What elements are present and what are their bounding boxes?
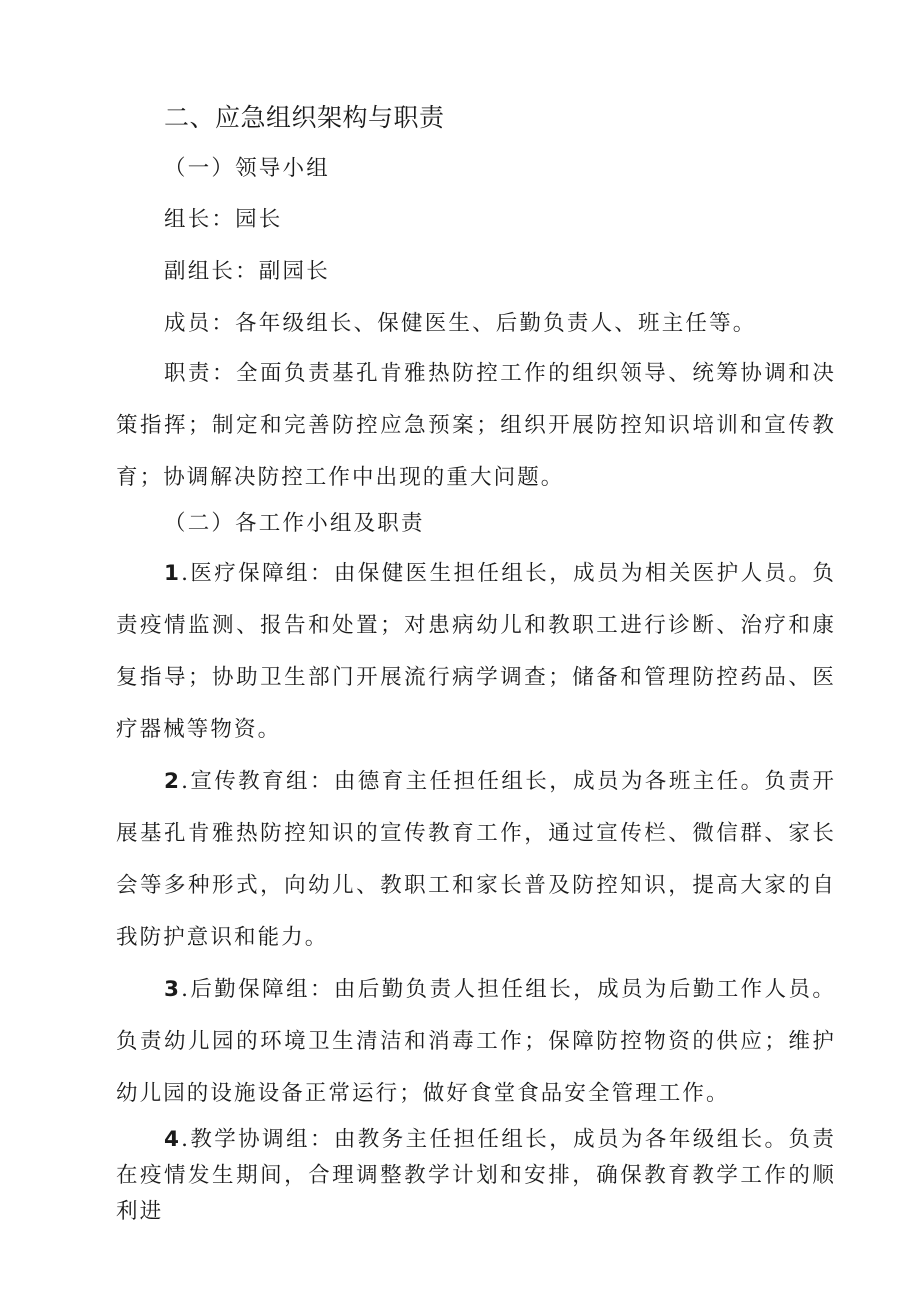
- group-number: 2: [164, 769, 182, 794]
- deputy-line: 副组长：副园长: [164, 259, 330, 284]
- group-number: 1: [164, 561, 182, 586]
- leadership-duties-paragraph: 职责：全面负责基孔肯雅热防控工作的组织领导、统筹协调和决策指挥；制定和完善防控应急预案；组织开展防控知识培训和宣传教育；协调解决防控工作中出现的重大问题。: [116, 361, 836, 490]
- group-number: 3: [164, 977, 182, 1002]
- group-text: 医疗保障组：由保健医生担任组长，成员为相关医护人员。负责疫情监测、报告和处置；对患病幼儿和教职工进行诊断、治疗和康复指导；协助卫生部门开展流行病学调查；储备和管理防控药品、医疗器械等物资。: [116, 561, 836, 742]
- group-number-separator: .: [181, 769, 190, 794]
- group-number-separator: .: [181, 1127, 190, 1152]
- section-title: 二、应急组织架构与职责: [164, 103, 445, 132]
- group-text: 后勤保障组：由后勤负责人担任组长，成员为后勤工作人员。负责幼儿园的环境卫生清洁和消毒工作；保障防控物资的供应；维护幼儿园的设施设备正常运行；做好食堂食品安全管理工作。: [116, 977, 836, 1106]
- work-group-paragraph: [116, 548, 836, 756]
- work-group-paragraph: [116, 756, 836, 964]
- work-groups-heading: （二）各工作小组及职责: [164, 511, 425, 536]
- group-number-separator: .: [181, 561, 190, 586]
- members-line: 成员：各年级组长、保健医生、后勤负责人、班主任等。: [164, 311, 757, 336]
- group-number: 4: [164, 1127, 182, 1152]
- work-group-paragraph: [116, 964, 836, 1120]
- group-text: 宣传教育组：由德育主任担任组长，成员为各班主任。负责开展基孔肯雅热防控知识的宣传教育工作，通过宣传栏、微信群、家长会等多种形式，向幼儿、教职工和家长普及防控知识，提高大家的自我防护意识和能力。: [116, 769, 836, 950]
- group-number-separator: .: [181, 977, 190, 1002]
- leadership-heading: （一）领导小组: [164, 156, 330, 181]
- leader-line: 组长：园长: [164, 207, 283, 232]
- work-group-paragraph: [116, 1122, 836, 1230]
- group-text: 教学协调组：由教务主任担任组长，成员为各年级组长。负责在疫情发生期间，合理调整教学计划和安排，确保教育教学工作的顺利进: [116, 1127, 836, 1224]
